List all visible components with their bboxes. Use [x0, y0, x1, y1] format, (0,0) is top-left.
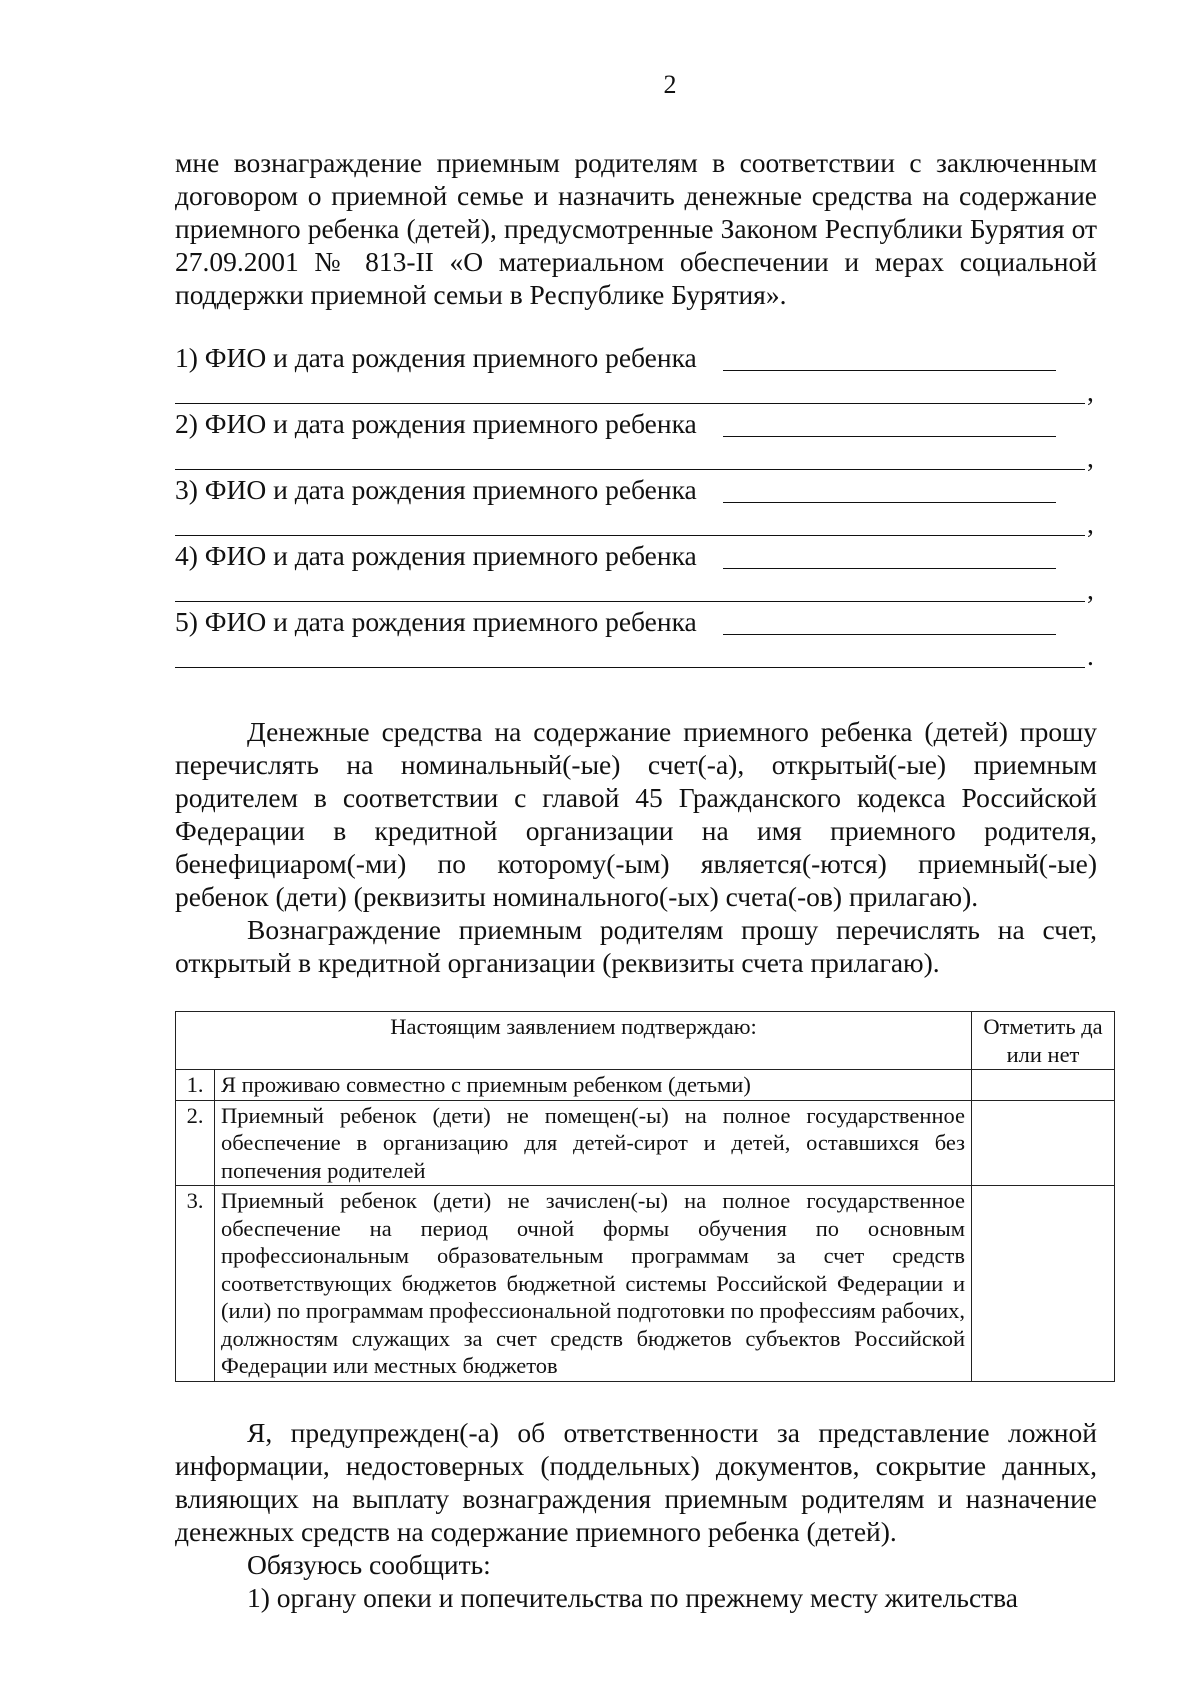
row-text: Приемный ребенок (дети) не помещен(-ы) на полное государственное обеспечение в организацию для детей-сирот и детей, оставшихся без попечения родителей — [215, 1100, 972, 1186]
child-end-punct: . — [1087, 640, 1094, 671]
table-header-main: Настоящим заявлением подтверждаю: — [176, 1012, 972, 1070]
child-name-blank[interactable] — [723, 634, 1056, 635]
child-name-blank-continued[interactable] — [175, 667, 1085, 668]
table-row — [176, 1070, 1115, 1101]
child-name-blank-continued[interactable] — [175, 403, 1085, 404]
row-text: Я проживаю совместно с приемным ребенком (детьми) — [215, 1070, 972, 1101]
table-row — [176, 1100, 1115, 1186]
child-name-blank-continued[interactable] — [175, 535, 1085, 536]
child-end-punct: , — [1087, 508, 1094, 539]
document-body — [175, 146, 1103, 1614]
child-end-punct: , — [1087, 376, 1094, 407]
row-mark-cell[interactable] — [972, 1186, 1115, 1382]
row-number: 3. — [176, 1186, 215, 1382]
child-entry-3 — [175, 473, 1097, 539]
funds-paragraph: Денежные средства на содержание приемного ребенка (детей) прошу перечислять на номинальный(-ые) счет(-а), открытый(-ые) приемным родителем в соответствии с главой 45 Гражданского кодекса Российской Федерации в кредитной организации на имя приемного родителя, бенефициаром(-ми) по которому(-ым) является(-ются) приемный(-ые) ребенок (дети) (реквизиты номинального(-ых) счета(-ов) прилагаю). — [175, 716, 1097, 912]
child-name-blank[interactable] — [723, 502, 1056, 503]
confirmation-table — [175, 1011, 1115, 1382]
row-mark-cell[interactable] — [972, 1100, 1115, 1186]
child-name-blank[interactable] — [723, 436, 1056, 437]
child-name-blank-continued[interactable] — [175, 601, 1085, 602]
oblige-item-1: 1) органу опеки и попечительства по прежнему месту жительства — [247, 1581, 1018, 1613]
warning-paragraph: Я, предупрежден(-а) об ответственности за представление ложной информации, недостоверных (поддельных) документов, сокрытие данных, влияющих на выплату вознаграждения приемным родителям и назначение денежных средств на содержание приемного ребенка (детей). — [175, 1416, 1097, 1547]
reward-paragraph: Вознаграждение приемным родителям прошу перечислять на счет, открытый в кредитной организации (реквизиты счета прилагаю). — [175, 914, 1097, 978]
child-label: 4) ФИО и дата рождения приемного ребенка — [175, 540, 697, 571]
intro-paragraph: мне вознаграждение приемным родителям в соответствии с заключенным договором о приемной семье и назначить денежные средства на содержание приемного ребенка (детей), предусмотренные Законом Республики Бурятия от 27.09.2001 № 813-II «О материальном обеспечении и мерах социальной поддержки приемной семьи в Республике Бурятия». — [175, 147, 1097, 310]
child-end-punct: , — [1087, 442, 1094, 473]
row-number: 2. — [176, 1100, 215, 1186]
table-row — [176, 1186, 1115, 1382]
child-entry-4 — [175, 539, 1097, 605]
page-number: 2 — [663, 70, 677, 99]
child-label: 3) ФИО и дата рождения приемного ребенка — [175, 474, 697, 505]
child-name-blank[interactable] — [723, 370, 1056, 371]
table-header-row — [176, 1012, 1115, 1070]
row-number: 1. — [176, 1070, 215, 1101]
child-end-punct: , — [1087, 574, 1094, 605]
child-entry-5 — [175, 605, 1097, 671]
table-header-mark: Отметить да или нет — [972, 1012, 1115, 1070]
child-name-blank-continued[interactable] — [175, 469, 1085, 470]
oblige-line: Обязуюсь сообщить: — [247, 1548, 491, 1580]
child-label: 5) ФИО и дата рождения приемного ребенка — [175, 606, 697, 637]
child-entry-2 — [175, 407, 1097, 473]
child-label: 2) ФИО и дата рождения приемного ребенка — [175, 408, 697, 439]
child-name-blank[interactable] — [723, 568, 1056, 569]
child-entry-1 — [175, 341, 1097, 407]
spacer — [175, 671, 1097, 715]
child-label: 1) ФИО и дата рождения приемного ребенка — [175, 342, 697, 373]
row-text: Приемный ребенок (дети) не зачислен(-ы) на полное государственное обеспечение на период очной формы обучения по основным профессиональным образовательным программам за счет средств соответствующих бюджетов бюджетной системы Российской Федерации и (или) по программам профессиональной подготовки по профессиям рабочих, должностям служащих за счет средств бюджетов субъектов Российской Федерации или местных бюджетов — [215, 1186, 972, 1382]
children-list — [175, 341, 1097, 671]
row-mark-cell[interactable] — [972, 1070, 1115, 1101]
